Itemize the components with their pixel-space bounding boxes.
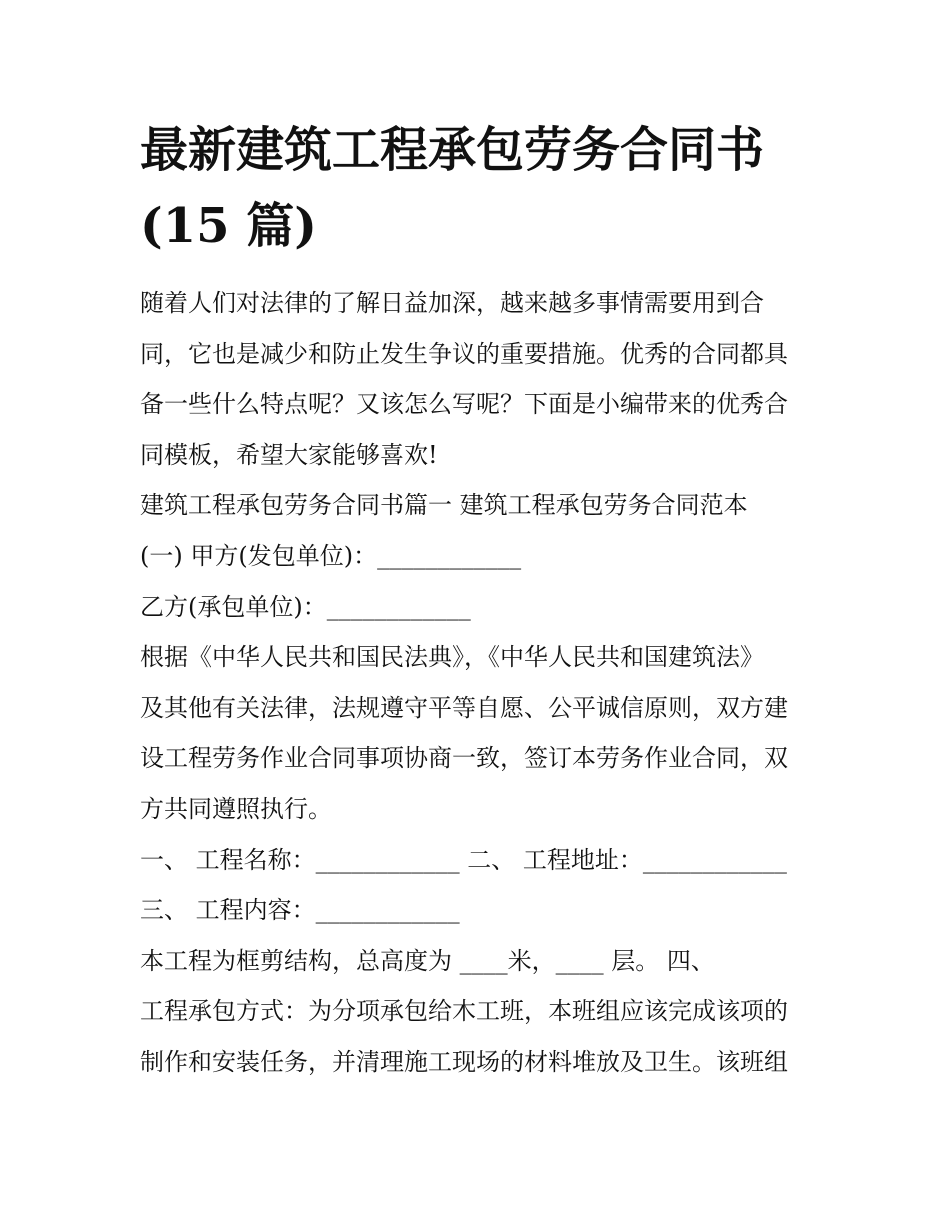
body-line-3: 备一些什么特点呢？又该怎么写呢？下面是小编带来的优秀合 xyxy=(140,390,788,419)
body-line-2: 同，它也是减少和防止发生争议的重要措施。优秀的合同都具 xyxy=(140,339,788,368)
project-content-line: 三、 工程内容：____________ xyxy=(140,896,460,925)
body-line-8: 根据《中华人民共和国民法典》，《中华人民共和国建筑法》 xyxy=(140,643,764,672)
party-a-line: (一) 甲方(发包单位)：____________ xyxy=(140,541,522,570)
title-line-2: (15 篇) xyxy=(140,198,317,254)
document-title xyxy=(140,112,830,264)
document-body xyxy=(140,278,820,1088)
body-line-16: 制作和安装任务，并清理施工现场的材料堆放及卫生。该班组 xyxy=(140,1047,788,1076)
section-heading-1: 建筑工程承包劳务合同书篇一 建筑工程承包劳务合同范本 xyxy=(140,491,748,520)
project-name-address-line: 一、 工程名称：____________ 二、 工程地址：____________ xyxy=(140,845,787,874)
body-line-15: 工程承包方式：为分项承包给木工班，本班组应该完成该项的 xyxy=(140,997,788,1026)
body-line-4: 同模板，希望大家能够喜欢! xyxy=(140,440,438,469)
body-line-10: 设工程劳务作业合同事项协商一致，签订本劳务作业合同，双 xyxy=(140,744,788,773)
title-line-1: 最新建筑工程承包劳务合同书 xyxy=(140,122,765,178)
body-line-11: 方共同遵照执行。 xyxy=(140,794,332,823)
body-line-9: 及其他有关法律，法规遵守平等自愿、公平诚信原则，双方建 xyxy=(140,693,788,722)
party-b-line: 乙方(承包单位)：____________ xyxy=(140,592,471,621)
structure-line: 本工程为框剪结构，总高度为 ____米，____ 层。 四、 xyxy=(140,946,715,975)
body-line-1: 随着人们对法律的了解日益加深，越来越多事情需要用到合 xyxy=(140,289,764,317)
